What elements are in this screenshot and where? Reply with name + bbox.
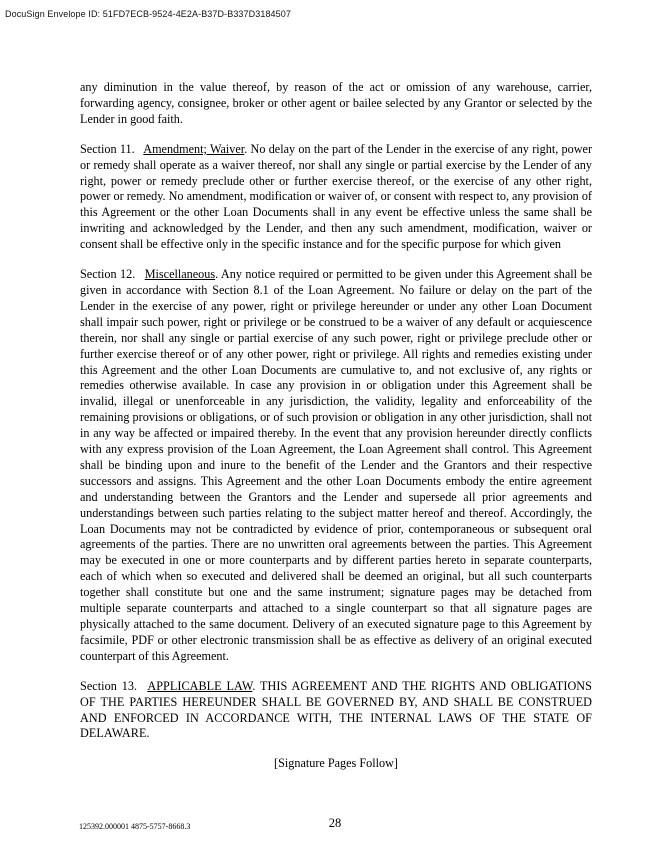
section-13-title: APPLICABLE LAW — [147, 678, 253, 693]
section-13-number: Section 13. — [80, 678, 138, 693]
document-body — [80, 80, 592, 772]
footer-document-code: 125392.000001 4875-5757-8668.3 — [79, 822, 191, 831]
docusign-envelope-id: DocuSign Envelope ID: 51FD7ECB-9524-4E2A-B37D-B337D3184507 — [5, 9, 291, 19]
signature-pages-note: [Signature Pages Follow] — [274, 756, 398, 771]
page-number: 28 — [328, 816, 342, 830]
section-13 — [80, 679, 592, 743]
section-11-number: Section 11. — [80, 141, 135, 156]
section-12-number: Section 12. — [80, 267, 136, 282]
section-11-title: Amendment; Waiver — [143, 141, 245, 156]
intro-paragraph: any diminution in the value thereof, by reason of the act or omission of any warehouse, carrier, forwarding agency, consignee, broker or other agent or bailee selected by any Grantor or selected by the Lender in good faith. — [80, 80, 592, 126]
section-12 — [80, 267, 592, 665]
section-12-title: Miscellaneous — [144, 267, 216, 282]
section-12-body: . Any notice required or permitted to be given under this Agreement shall be given in accordance with Section 8.1 of the Loan Agreement. No failure or delay on the part of the Lender in the exercise of any power, right or privilege hereunder or under any other Loan Document shall impair such power, right or privilege or be construed to be a waiver of any default or acquiescence therein, nor shall any single or partial exercise of any such power, right or privilege preclude other or further exercise thereof or of any other power, right or privilege. All rights and remedies existing under this Agreement and the other Loan Documents are cumulative to, and not exclusive of, any rights or remedies otherwise available. In case any provision in or obligation under this Agreement shall be invalid, illegal or unenforceable in any jurisdiction, the validity, legality and enforceability of the remaining provisions or obligations, or of such provision or obligation in any other jurisdiction, shall not in any way be affected or impaired thereby. In the event that any provision hereunder directly conflicts with any express provision of the Loan Agreement, the Loan Agreement shall control. This Agreement shall be binding upon and inure to the benefit of the Lender and the Grantors and their respective successors and assigns. This Agreement and the other Loan Documents embody the entire agreement and understanding between the Grantors and the Lender and supersede all prior agreements and understandings between such parties relating to the subject matter hereof and thereof. Accordingly, the Loan Documents may not be contradicted by evidence of prior, contemporaneous or subsequent oral agreements of the parties. There are no unwritten oral agreements between the parties. This Agreement may be executed in one or more counterparts and by different parties hereto in separate counterparts, each of which when so executed and delivered shall be deemed an original, but all such counterparts together shall constitute but one and the same instrument; signature pages may be detached from multiple separate counterparts and attached to a single counterpart so that all signature pages are physically attached to the same document. Delivery of an executed signature page to this Agreement by facsimile, PDF or other electronic transmission shall be as effective as delivery of an original executed counterpart of this Agreement. — [80, 267, 592, 663]
section-13-body: . THIS AGREEMENT AND THE RIGHTS AND OBLIGATIONS OF THE PARTIES HEREUNDER SHALL BE GOVERNED BY, AND SHALL BE CONSTRUED AND ENFORCED IN ACCORDANCE WITH, THE INTERNAL LAWS OF THE STATE OF DELAWARE. — [80, 678, 592, 741]
section-11 — [80, 142, 592, 253]
section-11-body: . No delay on the part of the Lender in the exercise of any right, power or remedy shall operate as a waiver thereof, nor shall any single or partial exercise by the Lender of any right, power or remedy preclude other or further exercise thereof, or the exercise of any other right, power or remedy. No amendment, modification or waiver of, or consent with respect to, any provision of this Agreement or the other Loan Documents shall in any event be effective unless the same shall be inwriting and acknowledged by the Lender, and then any such amendment, modification, waiver or consent shall be effective only in the specific instance and for the specific purpose for which given — [80, 141, 593, 252]
